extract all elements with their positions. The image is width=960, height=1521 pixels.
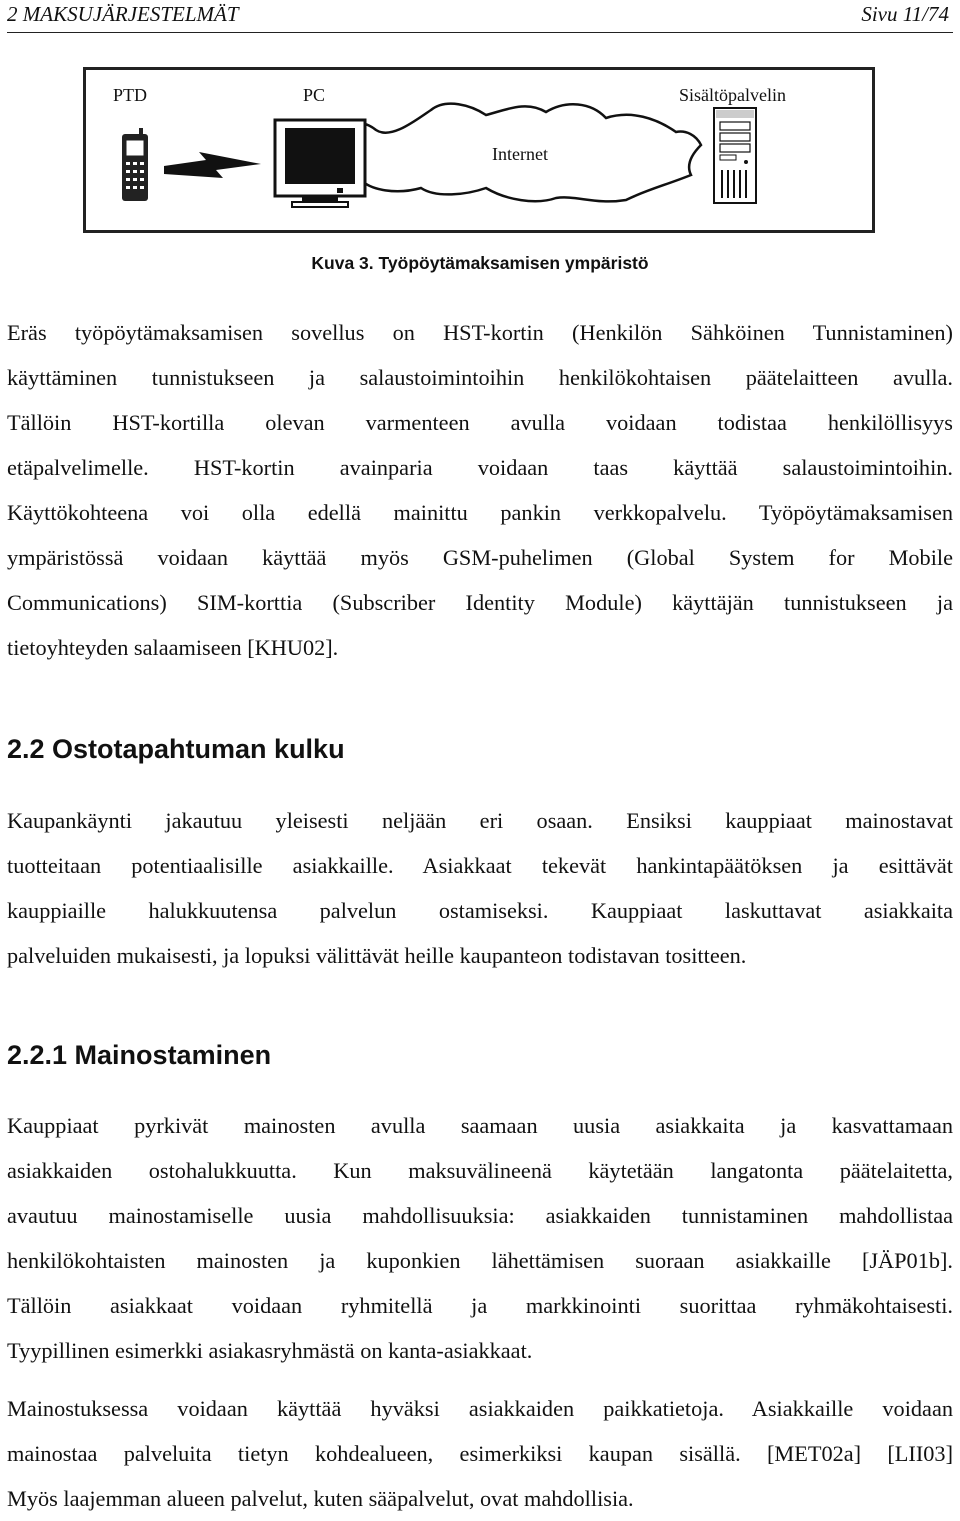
- text-line: etäpalvelimelle. HST-kortin avainparia voidaan taas käyttää salaustoimintoihin.: [7, 455, 953, 480]
- computer-monitor-icon: [275, 120, 365, 207]
- server-label: Sisältöpalvelin: [679, 85, 786, 105]
- page-number: Sivu 11/74: [861, 2, 949, 26]
- paragraph-3: [7, 1103, 953, 1373]
- mobile-terminal-icon: [122, 128, 148, 201]
- text-line: Kauppiaat pyrkivät mainosten avulla saamaan uusia asiakkaita ja kasvattamaan: [7, 1113, 953, 1138]
- paragraph-1: [7, 310, 953, 670]
- section-heading: 2.2 Ostotapahtuman kulku: [7, 734, 345, 764]
- text-line: Tyypillinen esimerkki asiakasryhmästä on kanta-asiakkaat.: [7, 1338, 533, 1363]
- paragraph-4: [7, 1386, 953, 1521]
- text-line: Tällöin asiakkaat voidaan ryhmitellä ja markkinointi suorittaa ryhmäkohtaisesti.: [7, 1293, 953, 1318]
- text-line: henkilökohtaisten mainosten ja kuponkien lähettämisen suoraan asiakkaille [JÄP01b].: [7, 1248, 953, 1273]
- text-line: mainostaa palveluita tietyn kohdealueen, esimerkiksi kaupan sisällä. [MET02a] [LII03]: [7, 1441, 953, 1466]
- text-line: Myös laajemman alueen palvelut, kuten sääpalvelut, ovat mahdollisia.: [7, 1486, 634, 1511]
- ptd-label: PTD: [113, 85, 148, 105]
- text-line: avautuu mainostamiselle uusia mahdollisuuksia: asiakkaiden tunnistaminen mahdollistaa: [7, 1203, 953, 1228]
- text-line: tuotteitaan potentiaalisille asiakkaille. Asiakkaat tekevät hankintapäätöksen ja esittävät: [7, 853, 953, 878]
- pc-label: PC: [303, 85, 326, 105]
- text-line: Käyttökohteena voi olla edellä mainittu pankin verkkopalvelu. Työpöytämaksamisen: [7, 500, 953, 525]
- text-line: tietoyhteyden salaamiseen [KHU02].: [7, 635, 339, 660]
- text-line: kauppiaille halukkuutensa palvelun ostamiseksi. Kauppiaat laskuttavat asiakkaita: [7, 898, 953, 923]
- text-line: ympäristössä voidaan käyttää myös GSM-puhelimen (Global System for Mobile: [7, 545, 953, 570]
- chapter-title: 2 MAKSUJÄRJESTELMÄT: [7, 2, 239, 26]
- paragraph-2: [7, 798, 953, 978]
- server-tower-icon: [714, 108, 756, 203]
- text-line: käyttäminen tunnistukseen ja salaustoimintoihin henkilökohtaisen päätelaitteen avulla.: [7, 365, 953, 390]
- wireless-link-icon: [164, 152, 261, 178]
- figure-caption: Kuva 3. Työpöytämaksamisen ympäristö: [311, 253, 649, 273]
- text-line: Kaupankäynti jakautuu yleisesti neljään eri osaan. Ensiksi kauppiaat mainostavat: [7, 808, 953, 833]
- text-line: Mainostuksessa voidaan käyttää hyväksi asiakkaiden paikkatietoja. Asiakkaille voidaan: [7, 1396, 953, 1421]
- internet-label: Internet: [492, 144, 548, 164]
- text-line: Communications) SIM-korttia (Subscriber Identity Module) käyttäjän tunnistukseen ja: [7, 590, 953, 615]
- text-line: asiakkaiden ostohalukkuutta. Kun maksuvälineenä käytetään langatonta päätelaitetta,: [7, 1158, 953, 1183]
- figure-diagram: [83, 67, 875, 233]
- text-line: Tällöin HST-kortilla olevan varmenteen avulla voidaan todistaa henkilöllisyys: [7, 410, 953, 435]
- text-line: Eräs työpöytämaksamisen sovellus on HST-kortin (Henkilön Sähköinen Tunnistaminen): [7, 320, 953, 345]
- page-header: [7, 0, 953, 33]
- text-line: palveluiden mukaisesti, ja lopuksi välittävät heille kaupanteon todistavan tositteen.: [7, 943, 747, 968]
- subsection-heading: 2.2.1 Mainostaminen: [7, 1040, 272, 1070]
